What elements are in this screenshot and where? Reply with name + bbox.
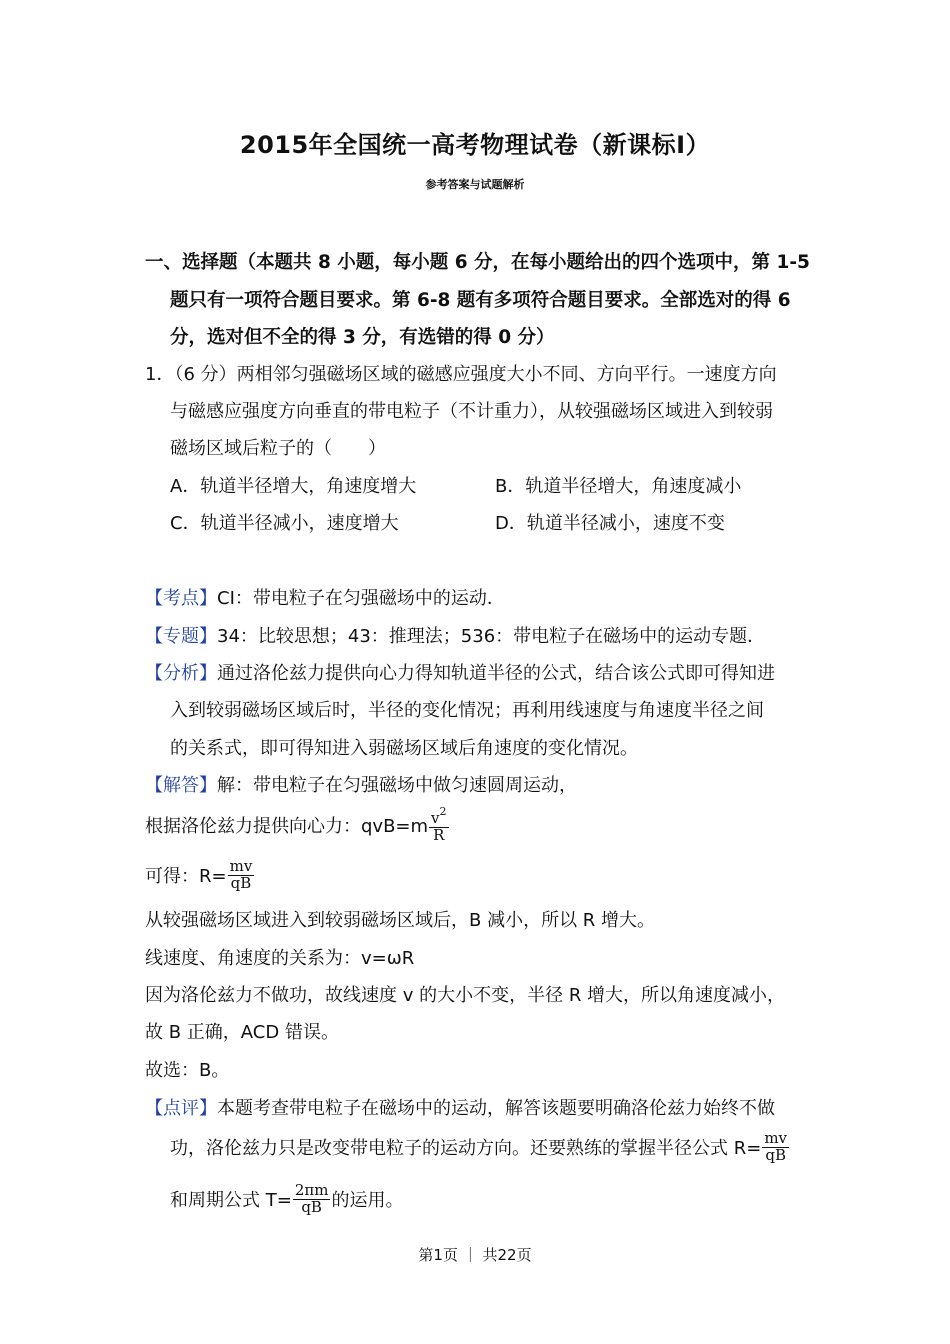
section-heading-line3: 分，选对但不全的得 3 分，有选错的得 0 分） bbox=[170, 327, 555, 348]
dianping-line3 bbox=[170, 1174, 403, 1224]
formula2-text: 可得：R= bbox=[145, 866, 227, 887]
fenxi-text-1: 通过洛伦兹力提供向心力得知轨道半径的公式，结合该公式即可得知进 bbox=[217, 663, 775, 684]
dianping-tag: 【点评】 bbox=[145, 1098, 217, 1119]
dianping2-den: qB bbox=[765, 1145, 786, 1164]
dianping3-den: qB bbox=[301, 1197, 322, 1216]
formula2-num: mv bbox=[229, 856, 253, 875]
fenxi-tag: 【分析】 bbox=[145, 663, 217, 684]
dianping-line2 bbox=[170, 1124, 790, 1170]
formula-line-1 bbox=[145, 800, 450, 850]
zhuanti-text: 34：比较思想；43：推理法；536：带电粒子在磁场中的运动专题． bbox=[217, 626, 766, 647]
fenxi-line1 bbox=[145, 659, 775, 685]
section-heading-line2: 题只有一项符合题目要求。第 6-8 题有多项符合题目要求。全部选对的得 6 bbox=[170, 290, 791, 311]
jieda-tag: 【解答】 bbox=[145, 775, 217, 796]
dianping-fraction-period bbox=[293, 1180, 331, 1216]
question-stem-line2: 与磁感应强度方向垂直的带电粒子（不计重力），从较强磁场区域进入到较弱 bbox=[170, 401, 773, 422]
jieda-text-1: 解：带电粒子在匀强磁场中做匀速圆周运动， bbox=[217, 775, 577, 796]
formula1-exp: 2 bbox=[439, 805, 447, 819]
zhuanti-line bbox=[145, 622, 765, 648]
dianping-line1 bbox=[145, 1094, 775, 1120]
page-footer: 第1页 ｜ 共22页 bbox=[418, 1246, 532, 1264]
dianping3-num: 2πm bbox=[294, 1180, 329, 1199]
section-heading-line1: 一、选择题（本题共 8 小题，每小题 6 分，在每小题给出的四个选项中，第 1-5 bbox=[145, 252, 810, 273]
kaodian-line bbox=[145, 584, 505, 610]
formula-line-2 bbox=[145, 852, 255, 898]
fenxi-line2: 入到较弱磁场区域后时，半径的变化情况；再利用线速度与角速度半径之间 bbox=[170, 700, 764, 721]
fraction-mv-over-qB bbox=[228, 856, 255, 892]
fenxi-line3: 的关系式，即可得知进入弱磁场区域后角速度的变化情况。 bbox=[170, 738, 638, 759]
fraction-v2-over-R bbox=[429, 806, 448, 844]
jieda-line1 bbox=[145, 771, 577, 797]
question-stem-line3: 磁场区域后粒子的（ ） bbox=[170, 438, 386, 459]
dianping-text-3: 和周期公式 T= bbox=[170, 1190, 292, 1211]
formula1-text: 根据洛伦兹力提供向心力：qvB=m bbox=[145, 816, 429, 837]
final-choice: 故选：B。 bbox=[145, 1060, 230, 1081]
line-reason-1: 因为洛伦兹力不做功，故线速度 v 的大小不变，半径 R 增大，所以角速度减小， bbox=[145, 985, 786, 1006]
zhuanti-tag: 【专题】 bbox=[145, 626, 217, 647]
formula1-num: v bbox=[431, 809, 440, 828]
dianping-text-2: 功，洛伦兹力只是改变带电粒子的运动方向。还要熟练的掌握半径公式 R= bbox=[170, 1138, 762, 1159]
formula1-den: R bbox=[433, 826, 445, 844]
line-v-omega-r: 线速度、角速度的关系为：v=ωR bbox=[145, 948, 415, 969]
dianping2-num: mv bbox=[764, 1128, 788, 1147]
option-c: C．轨道半径减小，速度增大 bbox=[170, 513, 399, 534]
option-d: D．轨道半径减小，速度不变 bbox=[495, 513, 725, 534]
question-stem-line1: 1．（6 分）两相邻匀强磁场区域的磁感应强度大小不同、方向平行。一速度方向 bbox=[145, 364, 777, 385]
page-title: 2015年全国统一高考物理试卷（新课标Ⅰ） bbox=[239, 131, 711, 159]
dianping-tail: 的运用。 bbox=[331, 1190, 404, 1211]
dianping-fraction-radius bbox=[762, 1128, 789, 1164]
line-b-decrease: 从较强磁场区域进入到较弱磁场区域后，B 减小，所以 R 增大。 bbox=[145, 910, 656, 931]
option-a: A．轨道半径增大，角速度增大 bbox=[170, 476, 417, 497]
dianping-text-1: 本题考查带电粒子在磁场中的运动，解答该题要明确洛伦兹力始终不做 bbox=[217, 1098, 775, 1119]
page-subtitle: 参考答案与试题解析 bbox=[425, 178, 525, 191]
kaodian-text: CI：带电粒子在匀强磁场中的运动． bbox=[217, 588, 505, 609]
option-b: B．轨道半径增大，角速度减小 bbox=[495, 476, 742, 497]
kaodian-tag: 【考点】 bbox=[145, 588, 217, 609]
line-reason-2: 故 B 正确，ACD 错误。 bbox=[145, 1022, 339, 1043]
formula2-den: qB bbox=[230, 873, 252, 892]
